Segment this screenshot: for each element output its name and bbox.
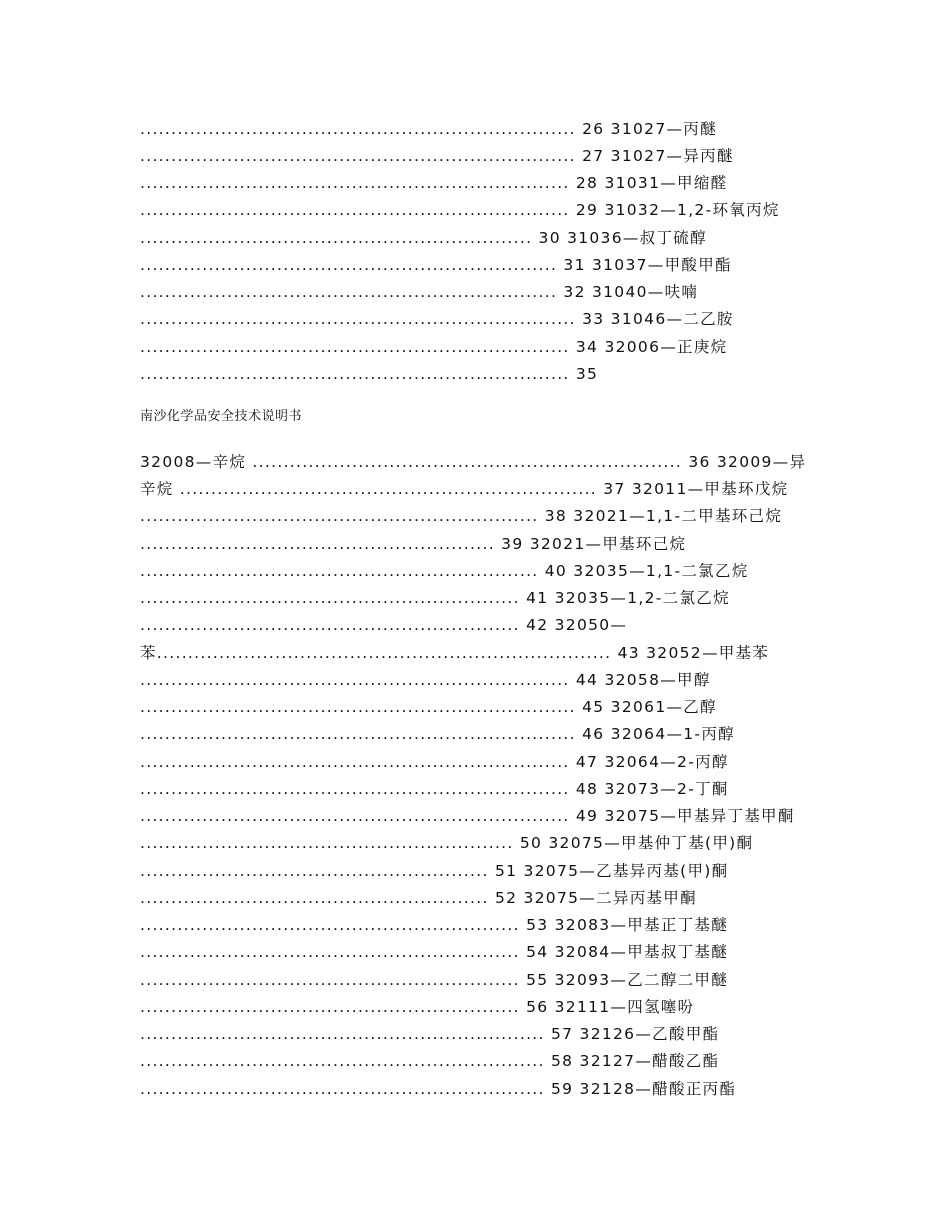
toc-line: ...................................................................... 33 31046—二乙胺 <box>140 310 734 328</box>
toc-line: ..................................................................... 35 <box>140 365 599 383</box>
toc-line: ............................................................. 42 32050— <box>140 616 628 634</box>
toc-line: ...................................................................... 27 31027—异丙醚 <box>140 147 734 165</box>
toc-line: ............................................................. 41 32035—1,2-二氯乙烷 <box>140 589 730 607</box>
toc-line: ............................................................. 54 32084—甲基叔丁基醚 <box>140 943 729 961</box>
toc-line: ................................................................. 58 32127—醋酸乙酯 <box>140 1052 720 1070</box>
toc-line: ..................................................................... 49 32075—甲基异丁基甲酮 <box>140 807 795 825</box>
page-header: 南沙化学品安全技术说明书 <box>140 409 303 424</box>
toc-line: ......................................................... 39 32021—甲基环己烷 <box>140 535 687 553</box>
toc-line: ...................................................................... 26 31027—丙醚 <box>140 120 717 138</box>
toc-line: ................................................................... 32 31040—呋喃 <box>140 283 699 301</box>
toc-line: ............................................................. 56 32111—四氢噻吩 <box>140 998 695 1016</box>
toc-line: ...................................................................... 46 32064—1-丙醇 <box>140 725 735 743</box>
toc-line: 辛烷 ................................................................... 37 32011—甲基环戊烷 <box>140 480 789 498</box>
toc-line: ..................................................................... 29 31032—1,2-环氧丙烷 <box>140 201 780 219</box>
toc-line: ..................................................................... 47 32064—2-丙醇 <box>140 753 729 771</box>
toc-line: ................................................................. 57 32126—乙酸甲酯 <box>140 1025 720 1043</box>
toc-line: ..................................................................... 48 32073—2-丁酮 <box>140 780 729 798</box>
toc-line: ..................................................................... 34 32006—正庚烷 <box>140 338 728 356</box>
toc-line: ..................................................................... 44 32058—甲醇 <box>140 671 711 689</box>
toc-line: ................................................................ 40 32035—1,1-二氯乙烷 <box>140 562 749 580</box>
toc-line: ............................................................. 55 32093—乙二醇二甲醚 <box>140 971 729 989</box>
toc-line: ..................................................................... 28 31031—甲缩醛 <box>140 174 728 192</box>
toc-line: ............................................................... 30 31036—叔丁硫醇 <box>140 229 707 247</box>
toc-line: ................................................................ 38 32021—1,1-二甲基环己烷 <box>140 507 783 525</box>
toc-line: ...................................................................... 45 32061—乙醇 <box>140 698 717 716</box>
toc-line: ................................................................... 31 31037—甲酸甲酯 <box>140 256 732 274</box>
toc-line: 苯......................................................................... 43 32052—甲基苯 <box>140 644 770 662</box>
toc-line: ................................................................. 59 32128—醋酸正丙酯 <box>140 1080 737 1098</box>
toc-line: ........................................................ 52 32075—二异丙基甲酮 <box>140 889 697 907</box>
toc-line: ............................................................. 53 32083—甲基正丁基醚 <box>140 916 729 934</box>
toc-line: 32008—辛烷 ..................................................................... 36 32009—异 <box>140 453 807 471</box>
toc-line: ............................................................ 50 32075—甲基仲丁基(甲)酮 <box>140 834 754 852</box>
toc-line: ........................................................ 51 32075—乙基异丙基(甲)酮 <box>140 862 729 880</box>
